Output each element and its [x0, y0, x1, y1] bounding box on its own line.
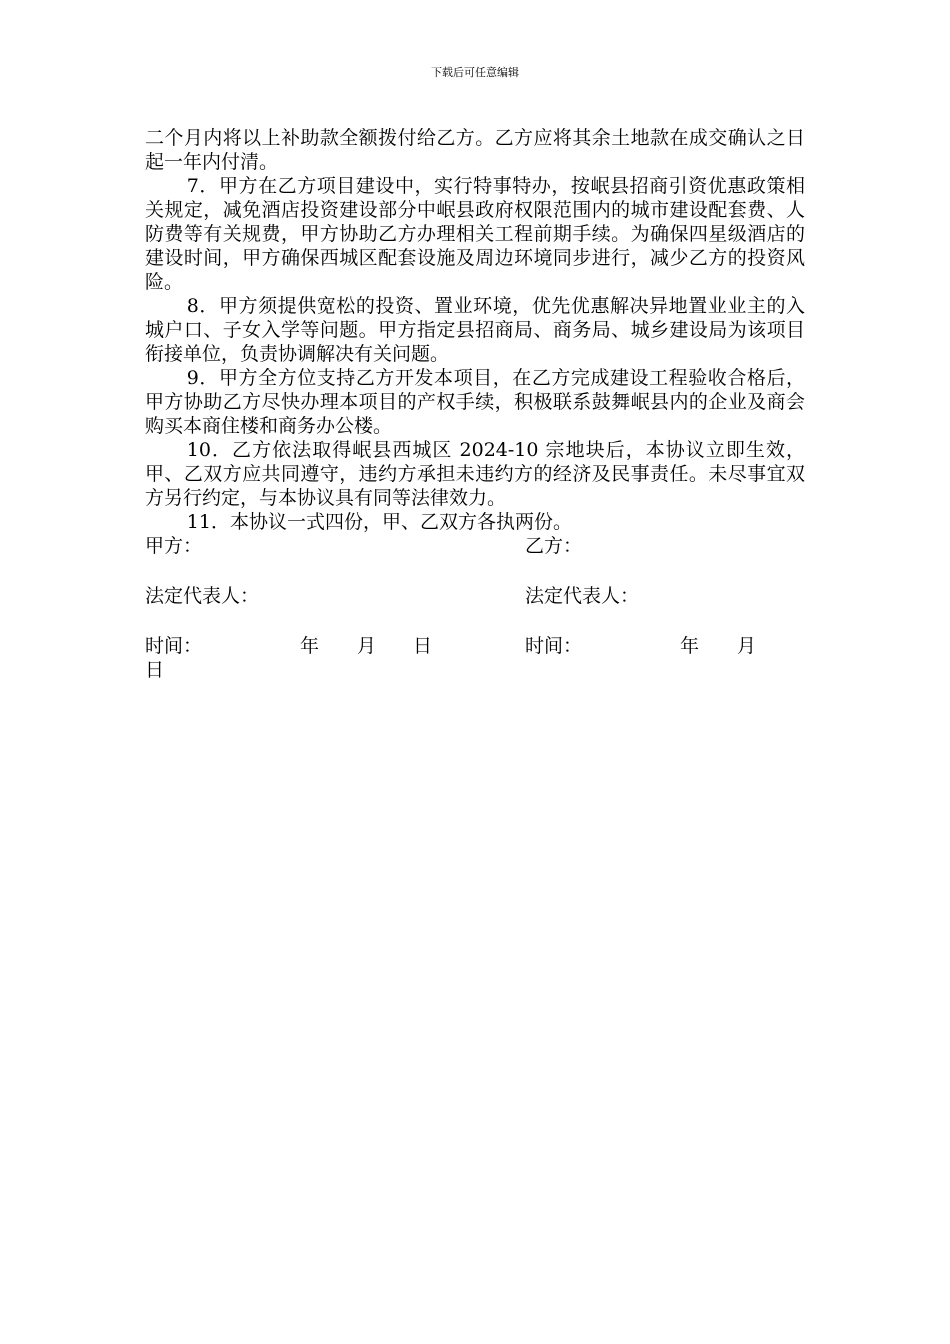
party-b-time-label: 时间： [525, 635, 583, 657]
agreement-body [145, 126, 805, 682]
party-a-time-label: 时间： [145, 635, 203, 657]
party-a-label: 甲方： [145, 535, 203, 557]
party-a-representative-label: 法定代表人： [145, 585, 260, 607]
party-b-day-label: 日 [145, 659, 165, 681]
party-b-day-wrap [145, 658, 805, 682]
party-b-label: 乙方： [525, 535, 583, 557]
signature-time-row [145, 634, 805, 658]
paragraph-continuation: 二个月内将以上补助款全额拨付给乙方。乙方应将其余土地款在成交确认之日起一年内付清。 [145, 127, 805, 173]
party-b-month-label: 月 [737, 635, 757, 657]
party-a-month-label: 月 [357, 635, 377, 657]
paragraph-clause-11: 11．本协议一式四份，甲、乙双方各执两份。 [186, 511, 572, 533]
paragraph-clause-9: 9．甲方全方位支持乙方开发本项目，在乙方完成建设工程验收合格后，甲方协助乙方尽快办理本项目的产权手续，积极联系鼓舞岷县内的企业及商会购买本商住楼和商务办公楼。 [145, 367, 805, 437]
paragraph-clause-8: 8．甲方须提供宽松的投资、置业环境，优先优惠解决异地置业业主的入城户口、子女入学等问题。甲方指定县招商局、商务局、城乡建设局为该项目衔接单位，负责协调解决有关问题。 [145, 295, 805, 365]
paragraph-clause-10: 10．乙方依法取得岷县西城区 2024-10 宗地块后，本协议立即生效，甲、乙双方应共同遵守，违约方承担未违约方的经济及民事责任。未尽事宜双方另行约定，与本协议具有同等法律效力。 [145, 439, 805, 509]
party-b-year-label: 年 [680, 635, 700, 657]
party-a-day-label: 日 [413, 635, 433, 657]
party-b-representative-label: 法定代表人： [525, 585, 640, 607]
signature-party-row [145, 534, 805, 558]
party-a-year-label: 年 [300, 635, 320, 657]
page-header-note: 下载后可任意编辑 [431, 66, 519, 79]
signature-representative-row [145, 584, 805, 608]
paragraph-clause-7: 7．甲方在乙方项目建设中，实行特事特办，按岷县招商引资优惠政策相关规定，减免酒店投资建设部分中岷县政府权限范围内的城市建设配套费、人防费等有关规费，甲方协助乙方办理相关工程前期手续。为确保四星级酒店的建设时间，甲方确保西城区配套设施及周边环境同步进行，减少乙方的投资风险。 [145, 175, 805, 293]
